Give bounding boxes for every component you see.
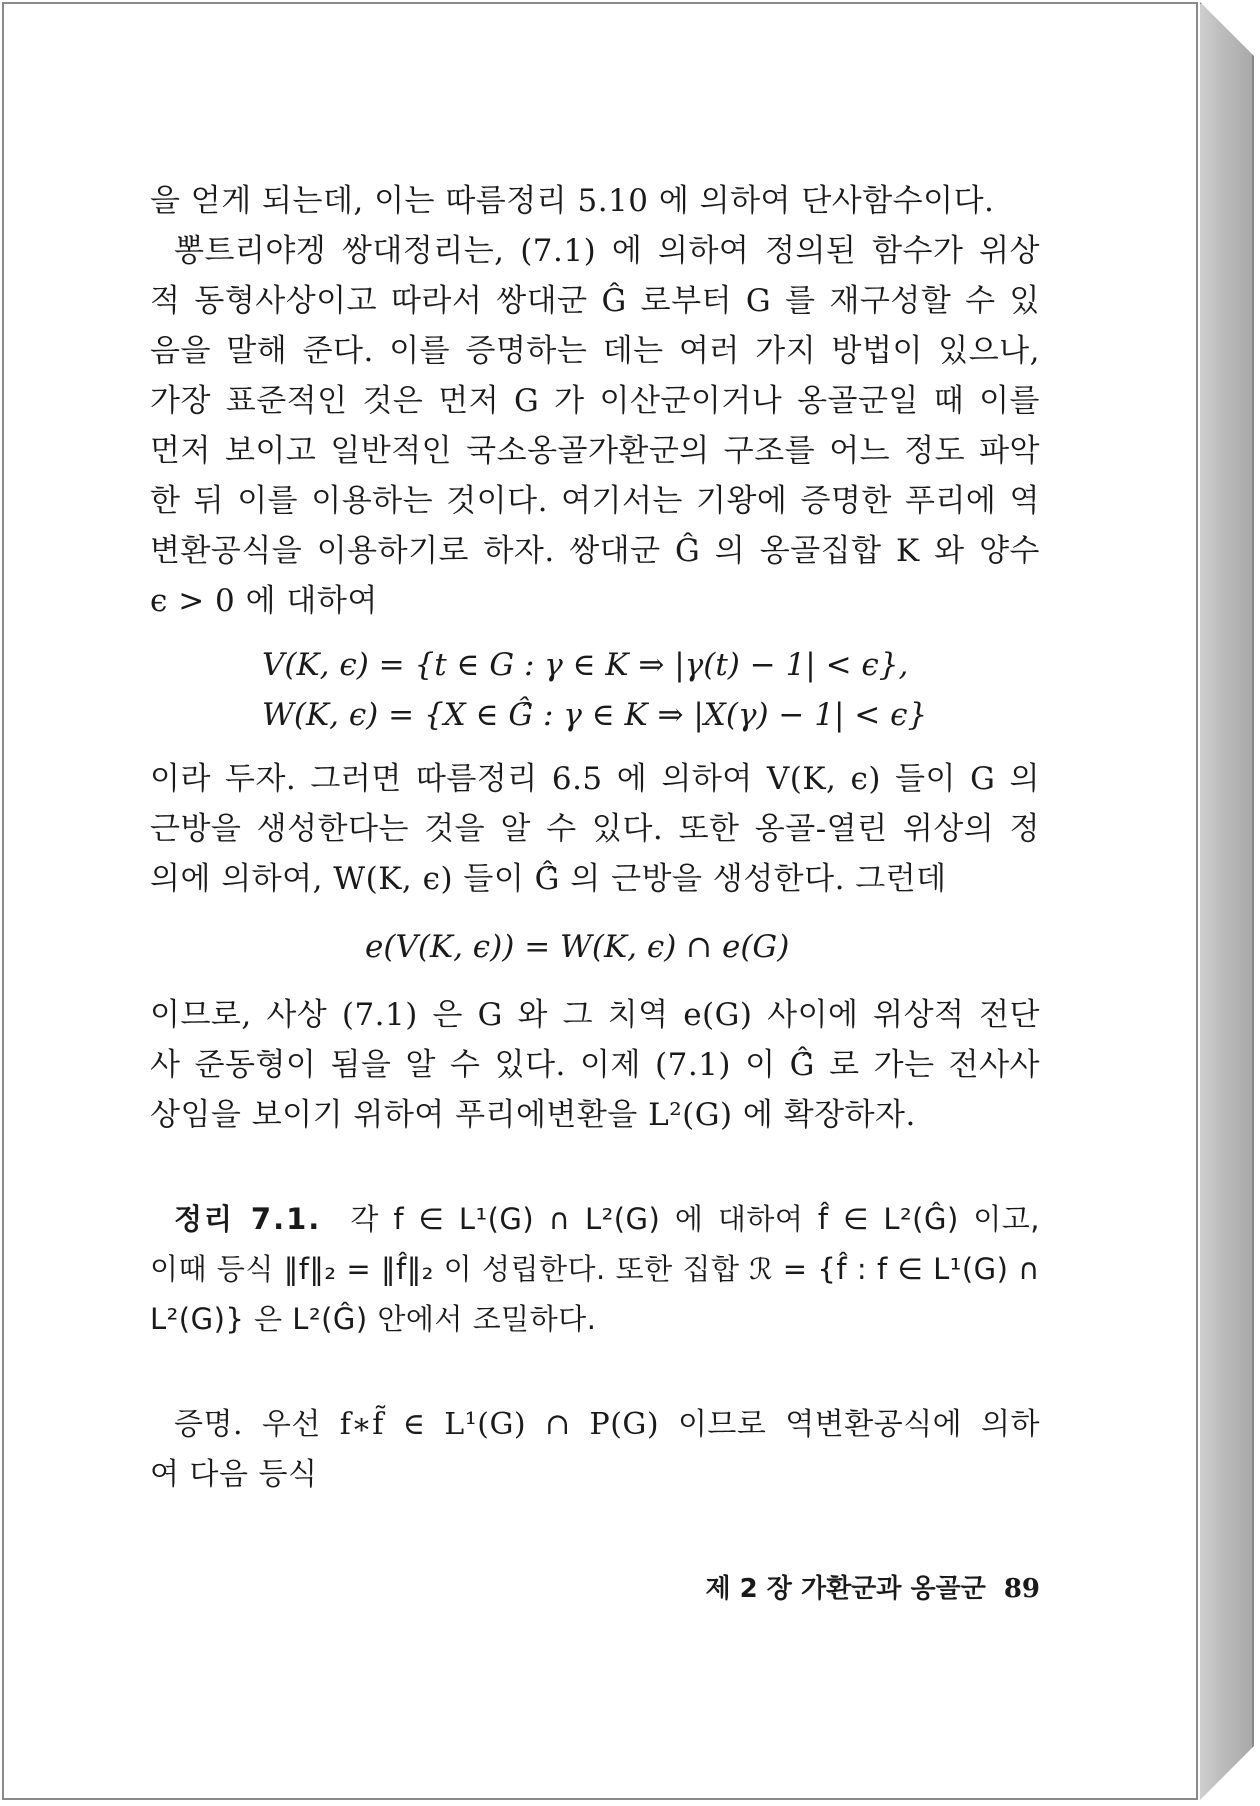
theorem-7-1: [150, 1194, 1040, 1344]
paragraph-line: 먼저 보이고 일반적인 국소옹골가환군의 구조를 어느 정도 파악: [150, 433, 1040, 469]
paragraph-line: 사 준동형이 됨을 알 수 있다. 이제 (7.1) 이 Ĝ̂ 로 가는 전사사: [150, 1047, 1040, 1083]
theorem-title: 정리 7.1.: [174, 1202, 322, 1236]
chapter-title: 제 2 장 가환군과 옹골군: [705, 1574, 986, 1604]
paragraph-line: 의에 의하여, W(K, ϵ) 들이 Ĝ̂ 의 근방을 생성한다. 그런데: [150, 861, 947, 897]
display-formula: W(K, ϵ) = {X ∈ Ĝ̂ : γ ∈ K ⇒ |X(γ) − 1| < ϵ}: [262, 697, 928, 733]
display-formula: V(K, ϵ) = {t ∈ G : γ ∈ K ⇒ |γ(t) − 1| < ϵ},: [262, 647, 909, 683]
page-content: [150, 176, 1040, 1500]
theorem-first-line: [150, 1194, 1040, 1244]
paragraph-line: 이라 두자. 그러면 따름정리 6.5 에 의하여 V(K, ϵ) 들이 G 의: [150, 761, 1040, 797]
paragraph-line: ϵ > 0 에 대하여: [150, 583, 378, 619]
theorem-text: 각 f ∈ L¹(G) ∩ L²(G) 에 대하여 f̂ ∈ L²(Ĝ) 이고,: [350, 1202, 1041, 1236]
running-footer: [690, 1568, 1040, 1605]
paragraph-line: 가장 표준적인 것은 먼저 G 가 이산군이거나 옹골군일 때 이를: [150, 383, 1040, 419]
theorem-line: L²(G)} 은 L²(Ĝ) 안에서 조밀하다.: [150, 1302, 597, 1336]
paragraph-line: 한 뒤 이를 이용하는 것이다. 여기서는 기왕에 증명한 푸리에 역: [150, 483, 1040, 519]
paragraph: [150, 990, 1040, 1140]
paragraph: [150, 754, 1040, 904]
paragraph-line: 음을 말해 준다. 이를 증명하는 데는 여러 가지 방법이 있으나,: [150, 333, 1040, 369]
paragraph-line: 을 얻게 되는데, 이는 따름정리 5.10 에 의하여 단사함수이다.: [150, 183, 995, 219]
paragraph-line: 이므로, 사상 (7.1) 은 G 와 그 치역 e(G) 사이에 위상적 전단: [150, 997, 1040, 1033]
proof: [150, 1400, 1040, 1500]
paragraph-line: 변환공식을 이용하기로 하자. 쌍대군 Ĝ 의 옹골집합 K 와 양수: [150, 533, 1040, 569]
book-page-edge: [1200, 2, 1254, 1800]
page-number: 89: [1003, 1574, 1040, 1604]
display-formula: e(V(K, ϵ)) = W(K, ϵ) ∩ e(G): [365, 929, 790, 965]
proof-line: 증명. 우선 f∗f̃ ∈ L¹(G) ∩ P(G) 이므로 역변환공식에 의하: [174, 1407, 1040, 1442]
paragraph-line: 뽕트리야겡 쌍대정리는, (7.1) 에 의하여 정의된 함수가 위상: [174, 233, 1040, 269]
theorem-line: 이때 등식 ‖f‖₂ = ‖f̂‖₂ 이 성립한다. 또한 집합 ℛ = {f̂ : f ∈ L¹(G) ∩: [150, 1252, 1040, 1286]
paragraph-line: 근방을 생성한다는 것을 알 수 있다. 또한 옹골-열린 위상의 정: [150, 811, 1040, 847]
paragraph: [150, 226, 1040, 626]
proof-line: 여 다음 등식: [150, 1457, 318, 1492]
paragraph-line: 상임을 보이기 위하여 푸리에변환을 L²(G) 에 확장하자.: [150, 1097, 916, 1133]
paragraph-line: 적 동형사상이고 따라서 쌍대군 Ĝ 로부터 G 를 재구성할 수 있: [150, 283, 1040, 319]
